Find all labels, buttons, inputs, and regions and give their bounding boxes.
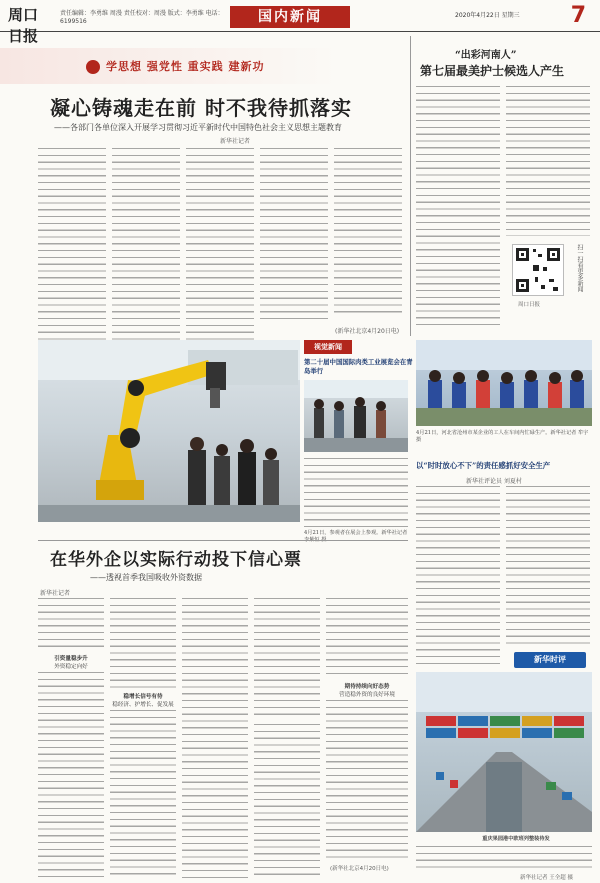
expo-headline: 第二十届中国国际肉类工业展览会在青岛举行 (304, 358, 413, 375)
port-caption: 重庆果园港中欧班列整装待发 (482, 836, 550, 842)
feature-col1-a (38, 598, 104, 650)
edition-info: 责任编辑：李勇维 周漫 责任校对：周漫 版式：李勇维 电话：6199516 (60, 10, 224, 25)
lead-column-1 (38, 148, 106, 340)
pupils-photo (416, 340, 592, 426)
expo-text (304, 458, 408, 528)
feature-endnote: (新华社北京4月20日电) (330, 866, 389, 872)
visual-news-tag: 视觉新闻 (304, 340, 352, 354)
feature-headline: 在华外企以实际行动投下信心票 (50, 550, 302, 570)
visitors-illustration (304, 380, 408, 452)
right-top-kicker: “出彩河南人” (455, 50, 517, 61)
feature-col4-b (254, 724, 320, 880)
pupils-caption: 4月21日，河北省沧州市某企业的工人在车间内忙碌生产。新华社记者 牟宇 摄 (416, 430, 589, 443)
commentary-headline: 以“时时放心不下”的责任感抓好安全生产 (416, 461, 551, 470)
pupils-illustration (416, 340, 592, 426)
feature-subhead-c: 期待持续向好态势 (344, 684, 390, 690)
section-title: 国内新闻 (230, 6, 350, 28)
expo-photo-2 (304, 380, 408, 452)
feature-subhead-a: 引资量稳步升 (54, 656, 88, 662)
feature-col1-b (38, 672, 104, 880)
lead-column-4 (260, 148, 328, 324)
qr-code[interactable] (512, 244, 564, 296)
scan-logo: 周口日报 (518, 302, 541, 308)
lead-column-3 (186, 148, 254, 340)
feature-byline: 新华社记者 (40, 590, 71, 597)
feature-subhead-b: 稳增长信号有待 (123, 694, 163, 700)
lead-subtitle: ——各部门各单位深入开展学习贯彻习近平新时代中国特色社会主义思想主题教育 (54, 123, 342, 132)
feature-subhead-a2: 外资稳定向好 (54, 664, 88, 670)
right-top-column-2 (506, 86, 590, 236)
port-photo (416, 672, 592, 832)
feature-col2-b (110, 710, 176, 880)
feature-subtitle: ——透视首季我国吸收外资数据 (90, 573, 202, 582)
right-top-headline: 第七届最美护士候选人产生 (420, 64, 565, 78)
port-byline: 新华社记者 王全超 摄 (520, 875, 573, 881)
port-caption-text (416, 846, 592, 872)
feature-top-rule (38, 540, 408, 541)
page-number: 7 (570, 3, 586, 28)
feature-col2-a (110, 598, 176, 688)
banner-slogan: 学思想 强党性 重实践 建新功 (106, 60, 265, 73)
feature-subhead-b2: 稳经济、护增长、促发展 (112, 702, 174, 708)
expo-photo (38, 340, 300, 522)
container-port-illustration (416, 672, 592, 832)
lead-column-5 (334, 148, 402, 316)
right-top-column-1 (416, 86, 500, 326)
lead-byline: 新华社记者 (220, 138, 251, 145)
lead-column-2 (112, 148, 180, 340)
feature-col4-a (254, 598, 320, 718)
feature-subhead-c2: 营造稳外资的良好环境 (339, 692, 395, 698)
commentary-column-2 (506, 486, 590, 648)
xinhua-commentary-brand: 新华时评 (514, 652, 586, 668)
feature-col5-b (326, 700, 408, 860)
expo-caption: 4月21日，参观者在展会上参观。新华社记者 (304, 530, 408, 536)
commentary-byline: 新华社评论员 刘夏村 (466, 478, 522, 485)
qr-code-icon (513, 245, 563, 295)
newspaper-logo: 周口日报 (8, 6, 39, 45)
robot-arm-illustration (38, 340, 300, 522)
column-divider (410, 36, 411, 336)
party-emblem-icon (86, 60, 100, 74)
feature-col3 (182, 598, 248, 880)
feature-col5-a (326, 598, 408, 678)
commentary-column-1 (416, 486, 500, 664)
lead-headline: 凝心铸魂走在前 时不我待抓落实 (50, 96, 352, 120)
issue-date: 2020年4月22日 星期三 (455, 12, 520, 19)
lead-endnote: (新华社北京4月20日电) (335, 328, 400, 335)
scan-caption: 扫一扫看更多新闻 (576, 244, 583, 292)
